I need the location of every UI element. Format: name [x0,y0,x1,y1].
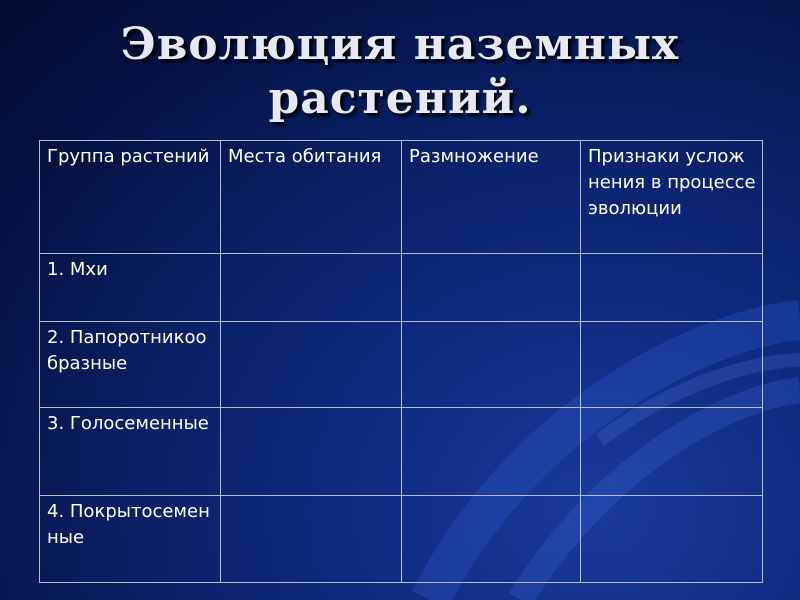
table-cell [221,254,402,322]
table-header-row [40,141,763,254]
table-cell [581,322,763,408]
table-cell: 4. Покрытосеменные [40,496,221,583]
table-cell: 3. Голосеменные [40,408,221,496]
table-row [40,254,763,322]
table-cell [221,408,402,496]
table-cell [581,254,763,322]
slide-title-line1: Эволюция наземных [120,19,680,70]
table-cell [581,408,763,496]
table-cell [581,496,763,583]
table-cell: 1. Мхи [40,254,221,322]
header-cell-habitat: Места обитания [221,141,402,254]
slide-title-line2: растений. [268,73,532,124]
table-cell: 2. Папоротникообразные [40,322,221,408]
header-cell-complexity: Признаки усложнения в процессе эволюции [581,141,763,254]
header-cell-reproduction: Размножение [402,141,581,254]
table-cell [221,496,402,583]
table-cell [221,322,402,408]
table-row [40,322,763,408]
evolution-table [39,140,763,583]
table-row [40,408,763,496]
table-cell [402,322,581,408]
table-cell [402,408,581,496]
slide-title [0,18,800,126]
header-cell-group: Группа растений [40,141,221,254]
table-cell [402,254,581,322]
table-cell [402,496,581,583]
table-row [40,496,763,583]
